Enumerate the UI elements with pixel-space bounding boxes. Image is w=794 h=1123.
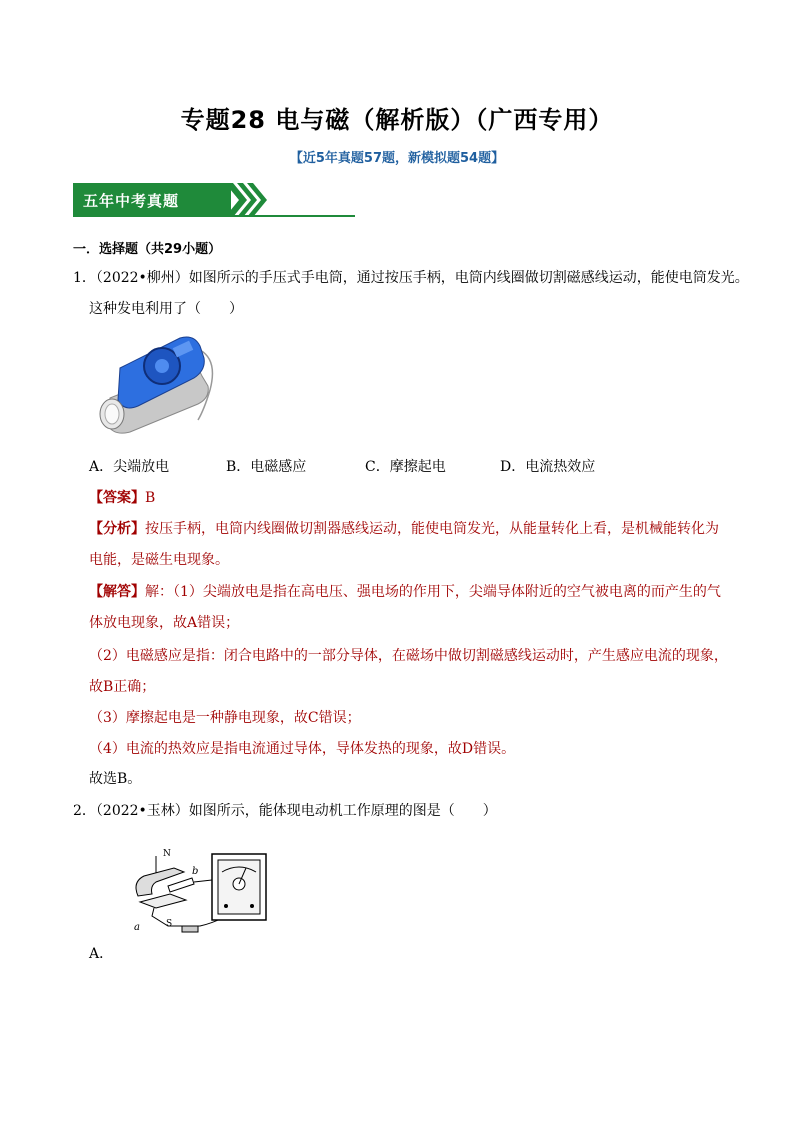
q1-solution-line3: （2）电磁感应是指：闭合电路中的一部分导体，在磁场中做切割磁感线运动时，产生感应电流的现象，: [89, 648, 728, 664]
analysis-text-1: 按压手柄，电筒内线圈做切割器感线运动，能使电筒发光，从能量转化上看，是机械能转化为: [145, 521, 719, 537]
analysis-tag: 【分析】: [89, 521, 145, 537]
motor-experiment-diagram: [126, 846, 272, 938]
q1-analysis-line2: 电能，是磁生电现象。: [89, 552, 229, 568]
q1-stem-line1: 1．（2022•柳州）如图所示的手压式手电筒，通过按压手柄，电筒内线圈做切割磁感线运动，能使电筒发光。: [73, 270, 749, 286]
section-heading: 一．选择题（共29小题）: [73, 242, 222, 257]
label-a: a: [134, 922, 140, 933]
q1-option-b: B．电磁感应: [226, 459, 307, 475]
solution-tag: 【解答】: [89, 584, 145, 600]
banner-underline: [73, 215, 355, 217]
q2-option-a: A．: [89, 946, 114, 962]
answer-value: B: [145, 490, 156, 506]
q1-stem-line2: 这种发电利用了（ ）: [89, 301, 243, 317]
answer-tag: 【答案】: [89, 490, 145, 506]
label-n: N: [163, 849, 171, 859]
q1-solution-line5: （3）摩擦起电是一种静电现象，故C错误；: [89, 710, 361, 726]
banner-label: 五年中考真题: [83, 192, 180, 210]
q1-option-c: C．摩擦起电: [365, 459, 446, 475]
q1-solution-line2: 体放电现象，故A错误；: [89, 615, 240, 631]
q2-stem: 2．（2022•玉林）如图所示，能体现电动机工作原理的图是（ ）: [73, 803, 497, 819]
solution-text-1: 解：（1）尖端放电是指在高电压、强电场的作用下，尖端导体附近的空气被电离的而产生的气: [145, 584, 721, 600]
q1-option-d: D．电流热效应: [500, 459, 596, 475]
q1-solution-line4: 故B正确；: [89, 679, 156, 695]
q1-answer: [89, 488, 155, 508]
q1-analysis-line1: [89, 519, 719, 539]
q1-option-a: A．尖端放电: [89, 459, 170, 475]
section-banner: [73, 183, 355, 218]
q1-solution-line6: （4）电流的热效应是指电流通过导体，导体发热的现象，故D错误。: [89, 741, 516, 757]
banner-stripes-icon: [225, 183, 275, 217]
page-title: 专题28 电与磁（解析版）（广西专用）: [180, 106, 614, 134]
page-subtitle: 【近5年真题57题，新模拟题54题】: [289, 151, 505, 166]
label-s: S: [166, 919, 173, 929]
hand-crank-flashlight-image: [90, 328, 220, 438]
q1-solution-line1: [89, 582, 721, 602]
label-b: b: [192, 866, 199, 877]
q1-solution-line7: 故选B。: [89, 771, 142, 787]
